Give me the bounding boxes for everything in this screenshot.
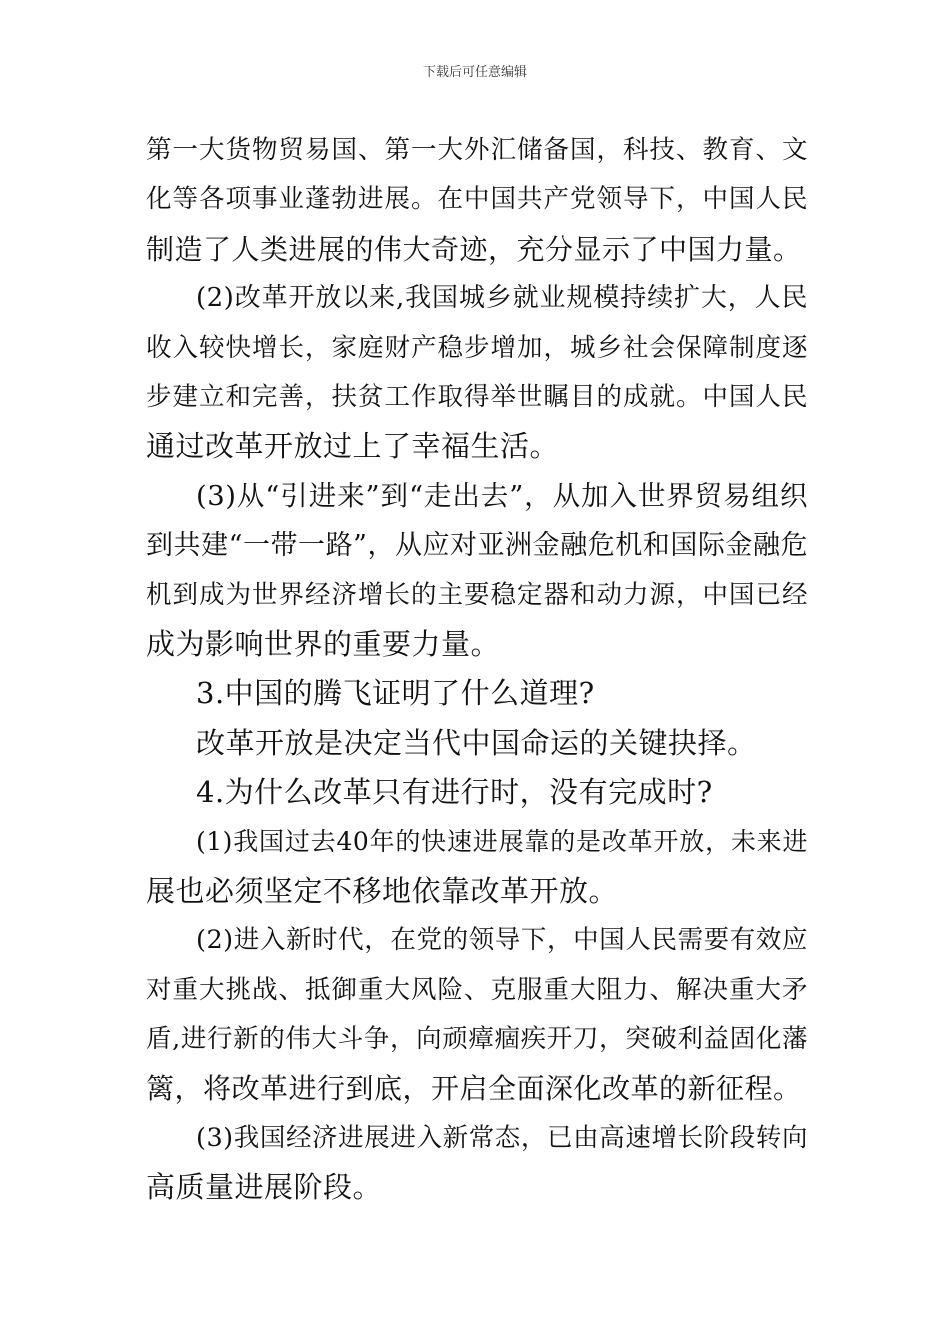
text-line: (3)从“引进来”到“走出去”，从加入世界贸易组织 — [196, 479, 808, 512]
text-line: 对重大挑战、抵御重大风险、克服重大阻力、解决重大矛 — [146, 974, 808, 1005]
text-line: 到共建“一带一路”，从应对亚洲金融危机和国际金融危 — [146, 530, 808, 562]
text-line: 步建立和完善，扶贫工作取得举世瞩目的成就。中国人民 — [146, 381, 808, 412]
text-line: 3.中国的腾飞证明了什么道理? — [196, 676, 595, 711]
text-line: 展也必须坚定不移地依靠改革开放。 — [146, 873, 619, 908]
text-line: 篱，将改革进行到底，开启全面深化改革的新征程。 — [146, 1072, 802, 1106]
text-line: 改革开放是决定当代中国命运的关键抉择。 — [196, 725, 757, 760]
text-line: 机到成为世界经济增长的主要稳定器和动力源，中国已经 — [146, 579, 808, 610]
text-line: (1)我国过去40年的快速进展靠的是改革开放，未来进 — [196, 827, 808, 857]
text-line: 盾,进行新的伟大斗争，向顽瘴痼疾开刀，突破利益固化藩 — [146, 1024, 808, 1055]
text-line: (2)进入新时代，在党的领导下，中国人民需要有效应 — [196, 925, 808, 956]
text-line: 4.为什么改革只有进行时，没有完成时? — [196, 775, 713, 810]
text-line: 成为影响世界的重要力量。 — [146, 626, 501, 661]
text-line: 制造了人类进展的伟大奇迹，充分显示了中国力量。 — [146, 232, 802, 266]
document-body — [146, 126, 808, 1213]
text-line: 第一大货物贸易国、第一大外汇储备国，科技、教育、文 — [146, 135, 808, 165]
text-line: 化等各项事业蓬勃进展。在中国共产党领导下，中国人民 — [146, 184, 808, 215]
text-line: (3)我国经济进展进入新常态，已由高速增长阶段转向 — [196, 1122, 808, 1153]
text-line: 收入较快增长，家庭财产稳步增加，城乡社会保障制度逐 — [146, 332, 808, 363]
text-line: 高质量进展阶段。 — [146, 1170, 383, 1205]
page-header: 下载后可任意编辑 — [422, 65, 527, 80]
text-line: 通过改革开放过上了幸福生活。 — [146, 429, 560, 464]
text-line: (2)改革开放以来,我国城乡就业规模持续扩大，人民 — [196, 283, 808, 314]
